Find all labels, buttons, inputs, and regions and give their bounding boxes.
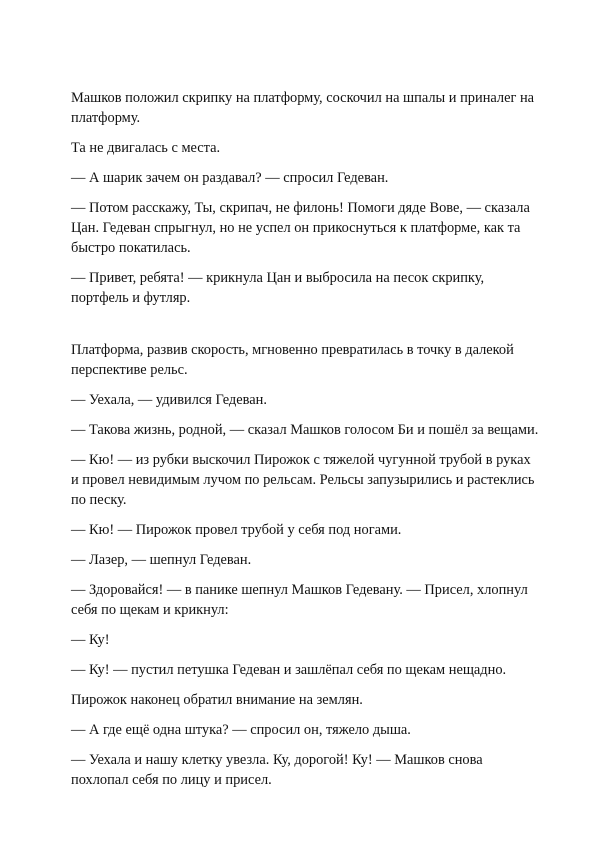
paragraph-15: Пирожок наконец обратил внимание на землян. [71,692,363,708]
paragraph-6: Платформа, развив скорость, мгновенно превратилась в точку в далекой перспективе рельс. [71,342,514,378]
paragraph-9: — Кю! — из рубки выскочил Пирожок с тяжелой чугунной трубой в руках и провел невидимым лучом по рельсам. Рельсы запузырились и растеклись по песку. [71,452,535,508]
paragraph-3: — А шарик зачем он раздавал? — спросил Гедеван. [71,170,389,186]
paragraph-17: — Уехала и нашу клетку увезла. Ку, дорогой! Ку! — Машков снова похлопал себя по лицу и присел. [71,752,483,788]
paragraph-11: — Лазер, — шепнул Гедеван. [71,552,252,568]
paragraph-10: — Кю! — Пирожок провел трубой у себя под ногами. [71,522,402,538]
paragraph-13: — Ку! [71,632,110,648]
paragraph-2: Та не двигалась с места. [71,140,221,156]
paragraph-8: — Такова жизнь, родной, — сказал Машков голосом Би и пошёл за вещами. [71,422,539,438]
document-text [71,88,541,800]
paragraph-4: — Потом расскажу, Ты, скрипач, не филонь! Помоги дяде Вове, — сказала Цан. Гедеван спрыгнул, но не успел он прикоснуться к платформе, как та быстро покатилась. [71,200,530,256]
paragraph-7: — Уехала, — удивился Гедеван. [71,392,267,408]
paragraph-1: Машков положил скрипку на платформу, соскочил на шпалы и приналег на платформу. [71,90,535,126]
paragraph-12: — Здоровайся! — в панике шепнул Машков Гедевану. — Присел, хлопнул себя по щекам и крикнул: [71,582,528,618]
paragraph-5: — Привет, ребята! — крикнула Цан и выбросила на песок скрипку, портфель и футляр. [71,270,485,306]
paragraph-14: — Ку! — пустил петушка Гедеван и зашлёпал себя по щекам нещадно. [71,662,507,678]
paragraph-16: — А где ещё одна штука? — спросил он, тяжело дыша. [71,722,411,738]
